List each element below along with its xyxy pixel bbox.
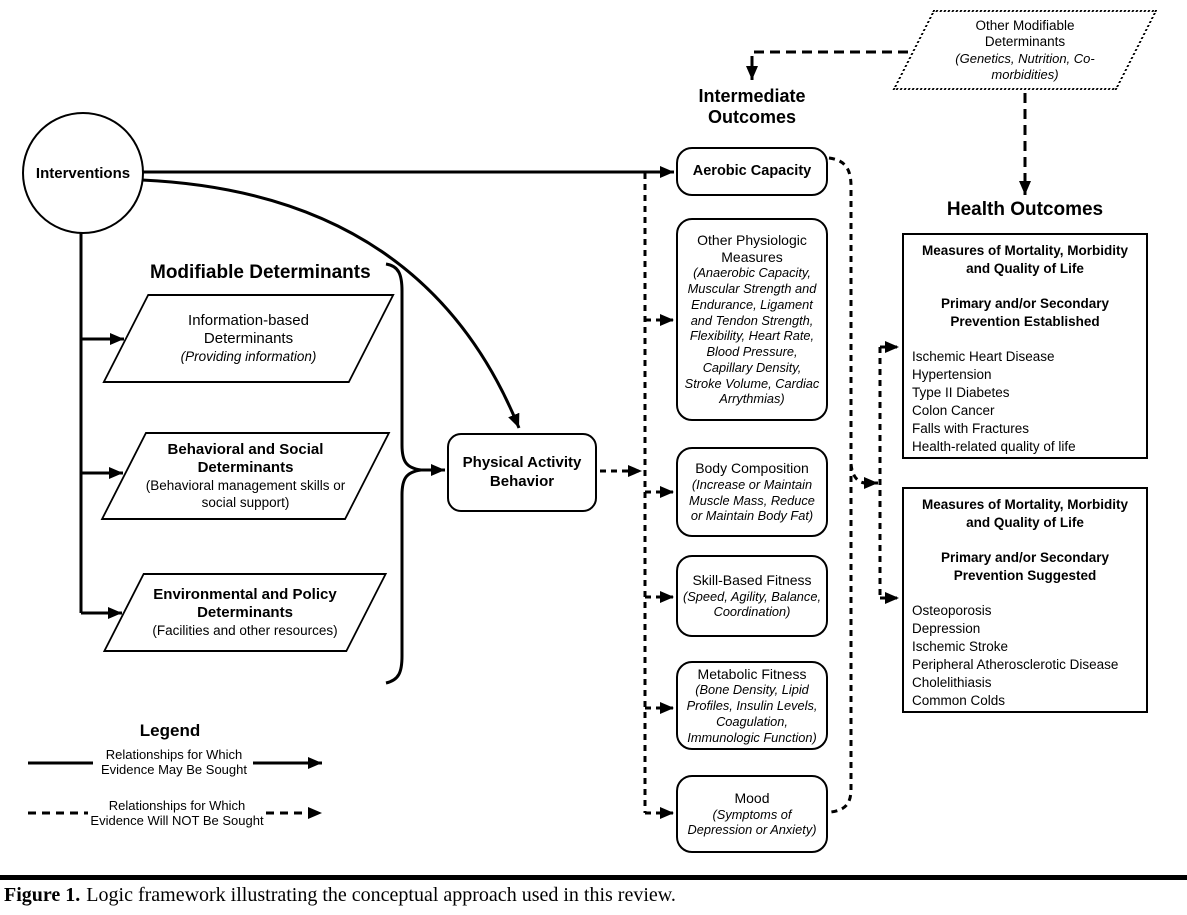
outcome-aerobic-capacity: [676, 147, 828, 196]
brace-modifiable-determinants: [386, 264, 421, 683]
health-outcome-item: Cholelithiasis: [912, 674, 992, 690]
outcome-title: Mood: [734, 789, 770, 806]
figure-caption-text: Logic framework illustrating the conceptual approach used in this review.: [86, 884, 676, 906]
health-outcomes-title: Health Outcomes: [946, 199, 1104, 220]
health-outcome-item: Health-related quality of life: [912, 438, 1076, 454]
physical-activity-behavior-label: Physical Activity Behavior: [462, 453, 582, 490]
determinant-title: Information-based Determinants: [188, 311, 309, 347]
outcome-title: Skill-Based Fitness: [692, 571, 812, 588]
legend-solid-label: Relationships for Which Evidence May Be Sought: [95, 747, 253, 778]
health-outcomes-suggested-box: [902, 487, 1148, 713]
determinant-title: Behavioral and Social Determinants: [167, 441, 324, 477]
other-determinants-subtitle: (Genetics, Nutrition, Co-morbidities): [955, 51, 1095, 82]
health-outcome-item: Ischemic Stroke: [912, 638, 1009, 654]
health-box-subheader: Primary and/or Secondary Prevention Suggested: [940, 549, 1110, 583]
outcome-subtitle: (Speed, Agility, Balance, Coordination): [683, 588, 821, 620]
outcome-subtitle: (Symptoms of Depression or Anxiety): [687, 806, 817, 838]
health-outcome-item: Type II Diabetes: [912, 384, 1010, 400]
determinant-subtitle: (Behavioral management skills or social support): [145, 478, 346, 510]
physical-activity-behavior-node: [447, 433, 597, 512]
determinant-title: Environmental and Policy Determinants: [153, 585, 337, 621]
health-outcome-list: [910, 348, 1140, 456]
spacer: [910, 331, 1140, 348]
health-outcome-item: Common Colds: [912, 692, 1006, 708]
legend-dashed-label: Relationships for Which Evidence Will NOT Be Sought: [88, 798, 266, 829]
outcome-subtitle: (Anaerobic Capacity, Muscular Strength and Endurance, Ligament and Tendon Strength, Flexibility, Heart Rate, Blood Pressure, Capillary Density, Stroke Volume, Cardiac Arrythmias): [684, 265, 820, 407]
determinant-subtitle: (Facilities and other resources): [152, 622, 338, 638]
arrow-other-determinants-to-intermediate: [752, 52, 908, 80]
health-outcome-item: Colon Cancer: [912, 402, 995, 418]
determinant-environmental-policy: [123, 573, 367, 652]
legend-title: Legend: [139, 721, 201, 740]
outcome-body-composition: [676, 447, 828, 537]
dashed-collector-intermediate: [829, 158, 851, 812]
health-outcomes-established-box: [902, 233, 1148, 459]
figure-caption-label: Figure 1.: [4, 884, 81, 906]
health-outcome-item: Peripheral Atherosclerotic Disease: [912, 656, 1119, 672]
health-outcome-item: Hypertension: [912, 366, 992, 382]
outcome-subtitle: (Increase or Maintain Muscle Mass, Reduce or Maintain Body Fat): [689, 476, 815, 524]
outcome-skill-based-fitness: [676, 555, 828, 637]
other-determinants-title: Other Modifiable Determinants: [975, 17, 1075, 49]
spacer: [910, 532, 1140, 549]
outcome-title: Other Physiologic Measures: [697, 231, 807, 265]
arrow-collector-branch: [851, 464, 878, 483]
outcome-other-physiologic: [676, 218, 828, 421]
outcome-title: Metabolic Fitness: [697, 665, 807, 682]
health-box-header: Measures of Mortality, Morbidity and Quality of Life: [921, 497, 1129, 530]
health-outcome-item: Ischemic Heart Disease: [912, 348, 1055, 364]
interventions-label: Interventions: [35, 164, 131, 182]
modifiable-determinants-title: Modifiable Determinants: [150, 262, 371, 283]
health-outcome-list: [910, 602, 1140, 710]
determinant-behavioral-social: [123, 432, 368, 520]
determinant-information-based: [125, 294, 372, 383]
outcome-subtitle: (Bone Density, Lipid Profiles, Insulin Levels, Coagulation, Immunologic Function): [686, 682, 818, 745]
spacer: [910, 585, 1140, 602]
spacer: [910, 278, 1140, 295]
health-box-subheader: Primary and/or Secondary Prevention Established: [940, 295, 1110, 329]
outcome-title: Body Composition: [695, 460, 809, 476]
outcome-mood: [676, 775, 828, 853]
determinant-subtitle: (Providing information): [180, 348, 317, 364]
health-box-header: Measures of Mortality, Morbidity and Quality of Life: [921, 243, 1129, 276]
other-modifiable-determinants-node: [913, 10, 1137, 90]
outcome-metabolic-fitness: [676, 661, 828, 750]
health-outcome-item: Depression: [912, 620, 981, 636]
interventions-node: [22, 112, 144, 234]
outcome-title: Aerobic Capacity: [692, 162, 812, 179]
health-outcome-item: Osteoporosis: [912, 602, 992, 618]
health-outcome-item: Falls with Fractures: [912, 420, 1030, 436]
intermediate-outcomes-title: Intermediate Outcomes: [698, 86, 806, 128]
